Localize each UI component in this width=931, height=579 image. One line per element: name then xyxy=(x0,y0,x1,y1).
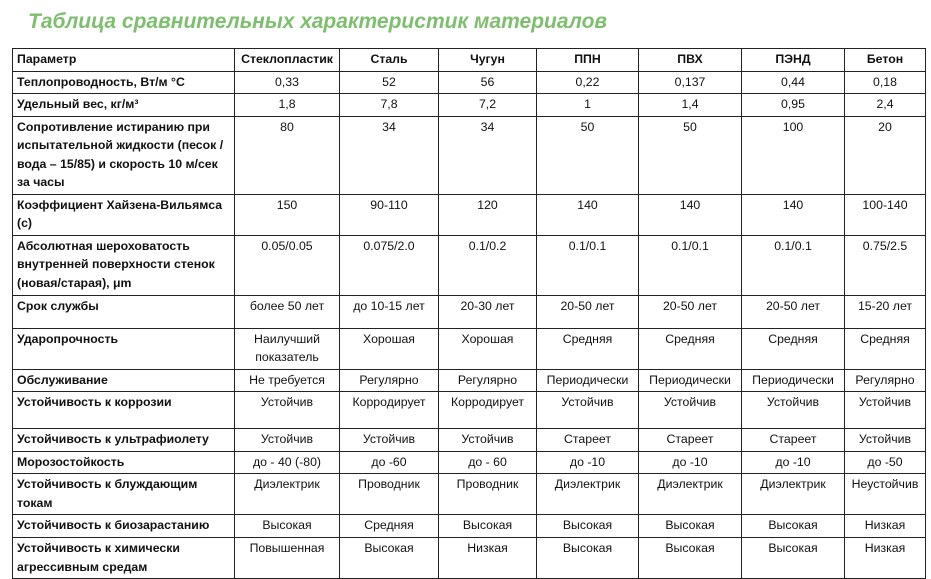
value-cell-cast-iron: Низкая xyxy=(439,538,537,579)
table-row xyxy=(13,194,926,235)
value-cell-steel: до -60 xyxy=(340,451,439,474)
value-cell-pvc: Периодически xyxy=(639,369,742,392)
value-cell-fiberglass: 0,33 xyxy=(235,71,340,94)
column-header-hdpe: ПЭНД xyxy=(742,49,845,72)
value-cell-cast-iron: Корродирует xyxy=(439,392,537,429)
value-cell-fiberglass: 80 xyxy=(235,116,340,194)
value-cell-pvc: до -10 xyxy=(639,451,742,474)
value-cell-hdpe: Высокая xyxy=(742,538,845,579)
column-header-fiberglass: Стеклопластик xyxy=(235,49,340,72)
value-cell-pvc: 0,137 xyxy=(639,71,742,94)
value-cell-ppn: 0,22 xyxy=(537,71,639,94)
value-cell-steel: Высокая xyxy=(340,538,439,579)
parameter-cell: Устойчивость к химически агрессивным средам xyxy=(13,538,235,579)
value-cell-concrete: Неустойчив xyxy=(845,474,926,515)
value-cell-pvc: Диэлектрик xyxy=(639,474,742,515)
value-cell-steel: Регулярно xyxy=(340,369,439,392)
value-cell-hdpe: Периодически xyxy=(742,369,845,392)
value-cell-concrete: 0,18 xyxy=(845,71,926,94)
table-row xyxy=(13,474,926,515)
table-row xyxy=(13,71,926,94)
parameter-cell: Устойчивость к ультрафиолету xyxy=(13,429,235,452)
value-cell-hdpe: до -10 xyxy=(742,451,845,474)
value-cell-hdpe: 100 xyxy=(742,116,845,194)
value-cell-steel: до 10-15 лет xyxy=(340,295,439,328)
value-cell-ppn: 50 xyxy=(537,116,639,194)
value-cell-cast-iron: 20-30 лет xyxy=(439,295,537,328)
value-cell-concrete: 2,4 xyxy=(845,94,926,117)
value-cell-steel: Проводник xyxy=(340,474,439,515)
value-cell-concrete: 15-20 лет xyxy=(845,295,926,328)
value-cell-ppn: до -10 xyxy=(537,451,639,474)
value-cell-hdpe: 0,44 xyxy=(742,71,845,94)
value-cell-pvc: Высокая xyxy=(639,538,742,579)
column-header-ppn: ППН xyxy=(537,49,639,72)
value-cell-fiberglass: 1,8 xyxy=(235,94,340,117)
value-cell-pvc: Устойчив xyxy=(639,392,742,429)
table-row xyxy=(13,392,926,429)
table-row xyxy=(13,94,926,117)
value-cell-concrete: 20 xyxy=(845,116,926,194)
table-row xyxy=(13,116,926,194)
parameter-cell: Обслуживание xyxy=(13,369,235,392)
parameter-cell: Морозостойкость xyxy=(13,451,235,474)
value-cell-ppn: Средняя xyxy=(537,328,639,369)
value-cell-hdpe: 0.1/0.1 xyxy=(742,235,845,295)
value-cell-pvc: Высокая xyxy=(639,515,742,538)
column-header-cast-iron: Чугун xyxy=(439,49,537,72)
parameter-cell: Сопротивление истиранию при испытательной жидкости (песок / вода – 15/85) и скорость 10 м/сек за часы xyxy=(13,116,235,194)
value-cell-fiberglass: Не требуется xyxy=(235,369,340,392)
value-cell-steel: 90-110 xyxy=(340,194,439,235)
value-cell-ppn: 140 xyxy=(537,194,639,235)
value-cell-cast-iron: 56 xyxy=(439,71,537,94)
value-cell-fiberglass: до - 40 (-80) xyxy=(235,451,340,474)
value-cell-hdpe: 0,95 xyxy=(742,94,845,117)
value-cell-pvc: 140 xyxy=(639,194,742,235)
value-cell-cast-iron: 0.1/0.2 xyxy=(439,235,537,295)
value-cell-fiberglass: Наилучший показатель xyxy=(235,328,340,369)
value-cell-concrete: Регулярно xyxy=(845,369,926,392)
value-cell-hdpe: Стареет xyxy=(742,429,845,452)
value-cell-ppn: Высокая xyxy=(537,538,639,579)
value-cell-concrete: 100-140 xyxy=(845,194,926,235)
parameter-cell: Коэффициент Хайзена-Вильямса (с) xyxy=(13,194,235,235)
value-cell-cast-iron: 34 xyxy=(439,116,537,194)
value-cell-concrete: 0.75/2.5 xyxy=(845,235,926,295)
parameter-cell: Абсолютная шероховатость внутренней поверхности стенок (новая/старая), μm xyxy=(13,235,235,295)
value-cell-pvc: Средняя xyxy=(639,328,742,369)
value-cell-concrete: Устойчив xyxy=(845,429,926,452)
value-cell-steel: 0.075/2.0 xyxy=(340,235,439,295)
value-cell-pvc: 1,4 xyxy=(639,94,742,117)
value-cell-fiberglass: Повышенная xyxy=(235,538,340,579)
table-row xyxy=(13,451,926,474)
value-cell-steel: Хорошая xyxy=(340,328,439,369)
page-title: Таблица сравнительных характеристик материалов xyxy=(28,10,608,33)
value-cell-pvc: Стареет xyxy=(639,429,742,452)
value-cell-cast-iron: Высокая xyxy=(439,515,537,538)
value-cell-hdpe: Высокая xyxy=(742,515,845,538)
value-cell-concrete: Низкая xyxy=(845,538,926,579)
value-cell-steel: Корродирует xyxy=(340,392,439,429)
column-header-parameter: Параметр xyxy=(13,49,235,72)
value-cell-fiberglass: более 50 лет xyxy=(235,295,340,328)
value-cell-cast-iron: 120 xyxy=(439,194,537,235)
value-cell-pvc: 20-50 лет xyxy=(639,295,742,328)
value-cell-concrete: Низкая xyxy=(845,515,926,538)
value-cell-cast-iron: 7,2 xyxy=(439,94,537,117)
value-cell-cast-iron: до - 60 xyxy=(439,451,537,474)
value-cell-ppn: Стареет xyxy=(537,429,639,452)
table-row xyxy=(13,328,926,369)
value-cell-ppn: 1 xyxy=(537,94,639,117)
value-cell-fiberglass: Устойчив xyxy=(235,392,340,429)
parameter-cell: Устойчивость к коррозии xyxy=(13,392,235,429)
value-cell-ppn: Устойчив xyxy=(537,392,639,429)
value-cell-concrete: до -50 xyxy=(845,451,926,474)
value-cell-fiberglass: 150 xyxy=(235,194,340,235)
value-cell-steel: 7,8 xyxy=(340,94,439,117)
value-cell-steel: 34 xyxy=(340,116,439,194)
table-row xyxy=(13,429,926,452)
value-cell-cast-iron: Проводник xyxy=(439,474,537,515)
parameter-cell: Срок службы xyxy=(13,295,235,328)
parameter-cell: Ударопрочность xyxy=(13,328,235,369)
value-cell-steel: Устойчив xyxy=(340,429,439,452)
parameter-cell: Удельный вес, кг/м³ xyxy=(13,94,235,117)
value-cell-cast-iron: Устойчив xyxy=(439,429,537,452)
column-header-concrete: Бетон xyxy=(845,49,926,72)
parameter-cell: Устойчивость к биозарастанию xyxy=(13,515,235,538)
value-cell-steel: Средняя xyxy=(340,515,439,538)
parameter-cell: Устойчивость к блуждающим токам xyxy=(13,474,235,515)
value-cell-hdpe: Средняя xyxy=(742,328,845,369)
value-cell-hdpe: Диэлектрик xyxy=(742,474,845,515)
value-cell-concrete: Устойчив xyxy=(845,392,926,429)
table-row xyxy=(13,515,926,538)
column-header-pvc: ПВХ xyxy=(639,49,742,72)
value-cell-ppn: 20-50 лет xyxy=(537,295,639,328)
value-cell-fiberglass: 0.05/0.05 xyxy=(235,235,340,295)
header-row xyxy=(13,49,926,72)
value-cell-cast-iron: Хорошая xyxy=(439,328,537,369)
value-cell-pvc: 0.1/0.1 xyxy=(639,235,742,295)
table-row xyxy=(13,235,926,295)
value-cell-concrete: Средняя xyxy=(845,328,926,369)
value-cell-hdpe: 20-50 лет xyxy=(742,295,845,328)
value-cell-cast-iron: Регулярно xyxy=(439,369,537,392)
table-row xyxy=(13,369,926,392)
value-cell-hdpe: 140 xyxy=(742,194,845,235)
parameter-cell: Теплопроводность, Вт/м °С xyxy=(13,71,235,94)
value-cell-ppn: Периодически xyxy=(537,369,639,392)
value-cell-fiberglass: Диэлектрик xyxy=(235,474,340,515)
value-cell-fiberglass: Высокая xyxy=(235,515,340,538)
value-cell-pvc: 50 xyxy=(639,116,742,194)
comparison-table xyxy=(12,48,926,579)
column-header-steel: Сталь xyxy=(340,49,439,72)
value-cell-ppn: 0.1/0.1 xyxy=(537,235,639,295)
value-cell-hdpe: Устойчив xyxy=(742,392,845,429)
value-cell-steel: 52 xyxy=(340,71,439,94)
value-cell-ppn: Диэлектрик xyxy=(537,474,639,515)
value-cell-ppn: Высокая xyxy=(537,515,639,538)
value-cell-fiberglass: Устойчив xyxy=(235,429,340,452)
table-row xyxy=(13,295,926,328)
table-row xyxy=(13,538,926,579)
